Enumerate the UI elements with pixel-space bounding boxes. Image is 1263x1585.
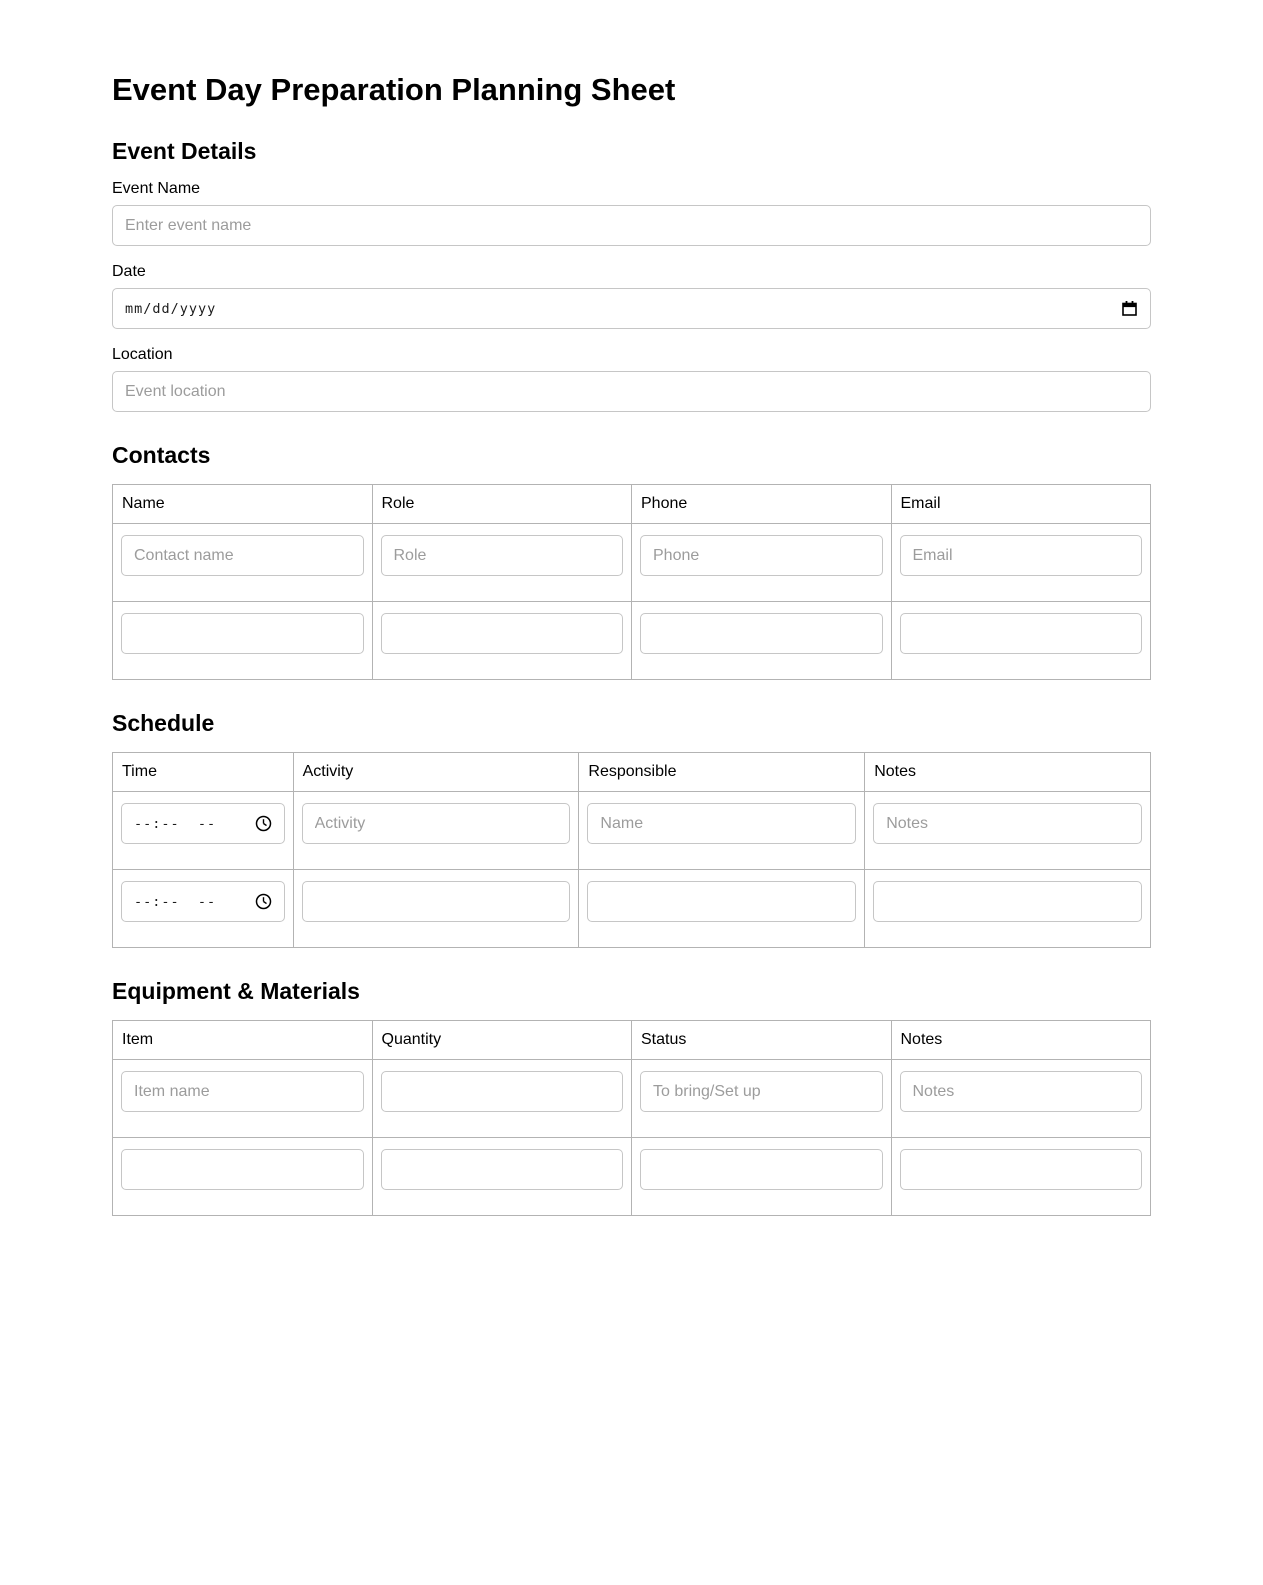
section-heading-event-details: Event Details: [112, 138, 257, 164]
event-name-label: Event Name: [112, 180, 201, 197]
section-heading-schedule: Schedule: [112, 710, 215, 736]
equipment-notes-input[interactable]: [900, 1071, 1143, 1112]
contact-name-input[interactable]: [121, 613, 364, 654]
contacts-row-1: [113, 524, 1151, 602]
equipment-col-status: Status: [632, 1021, 892, 1060]
contact-email-input[interactable]: [900, 535, 1143, 576]
schedule-activity-input[interactable]: [302, 881, 571, 922]
schedule-row-2: [113, 870, 1151, 948]
equipment-col-quantity: Quantity: [372, 1021, 632, 1060]
equipment-quantity-input[interactable]: [381, 1149, 624, 1190]
event-name-input[interactable]: [112, 205, 1151, 246]
section-heading-equipment: Equipment & Materials: [112, 978, 360, 1004]
contact-phone-input[interactable]: [640, 613, 883, 654]
time-value-display: --:-- --: [134, 893, 217, 910]
contacts-row-2: [113, 602, 1151, 680]
location-input[interactable]: [112, 371, 1151, 412]
equipment-table: [112, 1020, 1151, 1216]
schedule-header-row: [113, 753, 1151, 792]
contacts-table: [112, 484, 1151, 680]
schedule-col-activity: Activity: [293, 753, 579, 792]
contact-phone-input[interactable]: [640, 535, 883, 576]
schedule-col-time: Time: [113, 753, 294, 792]
field-event-name: [112, 180, 1151, 246]
equipment-quantity-input[interactable]: [381, 1071, 624, 1112]
schedule-time-input[interactable]: [121, 881, 285, 922]
equipment-status-input[interactable]: [640, 1071, 883, 1112]
calendar-icon[interactable]: [1121, 300, 1138, 317]
schedule-col-notes: Notes: [865, 753, 1151, 792]
contacts-col-email: Email: [891, 485, 1151, 524]
page-title: Event Day Preparation Planning Sheet: [112, 72, 676, 107]
equipment-col-notes: Notes: [891, 1021, 1151, 1060]
contacts-col-role: Role: [372, 485, 632, 524]
schedule-notes-input[interactable]: [873, 881, 1142, 922]
schedule-responsible-input[interactable]: [587, 803, 856, 844]
schedule-time-input[interactable]: [121, 803, 285, 844]
equipment-item-input[interactable]: [121, 1071, 364, 1112]
schedule-activity-input[interactable]: [302, 803, 571, 844]
location-label: Location: [112, 346, 173, 363]
date-value-display: mm/dd/yyyy: [125, 300, 217, 317]
planning-sheet-page: [112, 0, 1151, 1536]
equipment-col-item: Item: [113, 1021, 373, 1060]
contact-email-input[interactable]: [900, 613, 1143, 654]
contact-role-input[interactable]: [381, 613, 624, 654]
time-value-display: --:-- --: [134, 815, 217, 832]
contact-role-input[interactable]: [381, 535, 624, 576]
field-date: [112, 263, 1151, 329]
equipment-item-input[interactable]: [121, 1149, 364, 1190]
contacts-header-row: [113, 485, 1151, 524]
contacts-col-phone: Phone: [632, 485, 892, 524]
schedule-notes-input[interactable]: [873, 803, 1142, 844]
date-label: Date: [112, 263, 146, 280]
equipment-row-1: [113, 1060, 1151, 1138]
schedule-col-responsible: Responsible: [579, 753, 865, 792]
section-heading-contacts: Contacts: [112, 442, 211, 468]
clock-icon[interactable]: [255, 893, 272, 910]
field-location: [112, 346, 1151, 412]
contact-name-input[interactable]: [121, 535, 364, 576]
contacts-col-name: Name: [113, 485, 373, 524]
equipment-status-input[interactable]: [640, 1149, 883, 1190]
equipment-row-2: [113, 1138, 1151, 1216]
date-input[interactable]: [112, 288, 1151, 329]
schedule-responsible-input[interactable]: [587, 881, 856, 922]
clock-icon[interactable]: [255, 815, 272, 832]
schedule-table: [112, 752, 1151, 948]
equipment-notes-input[interactable]: [900, 1149, 1143, 1190]
equipment-header-row: [113, 1021, 1151, 1060]
schedule-row-1: [113, 792, 1151, 870]
